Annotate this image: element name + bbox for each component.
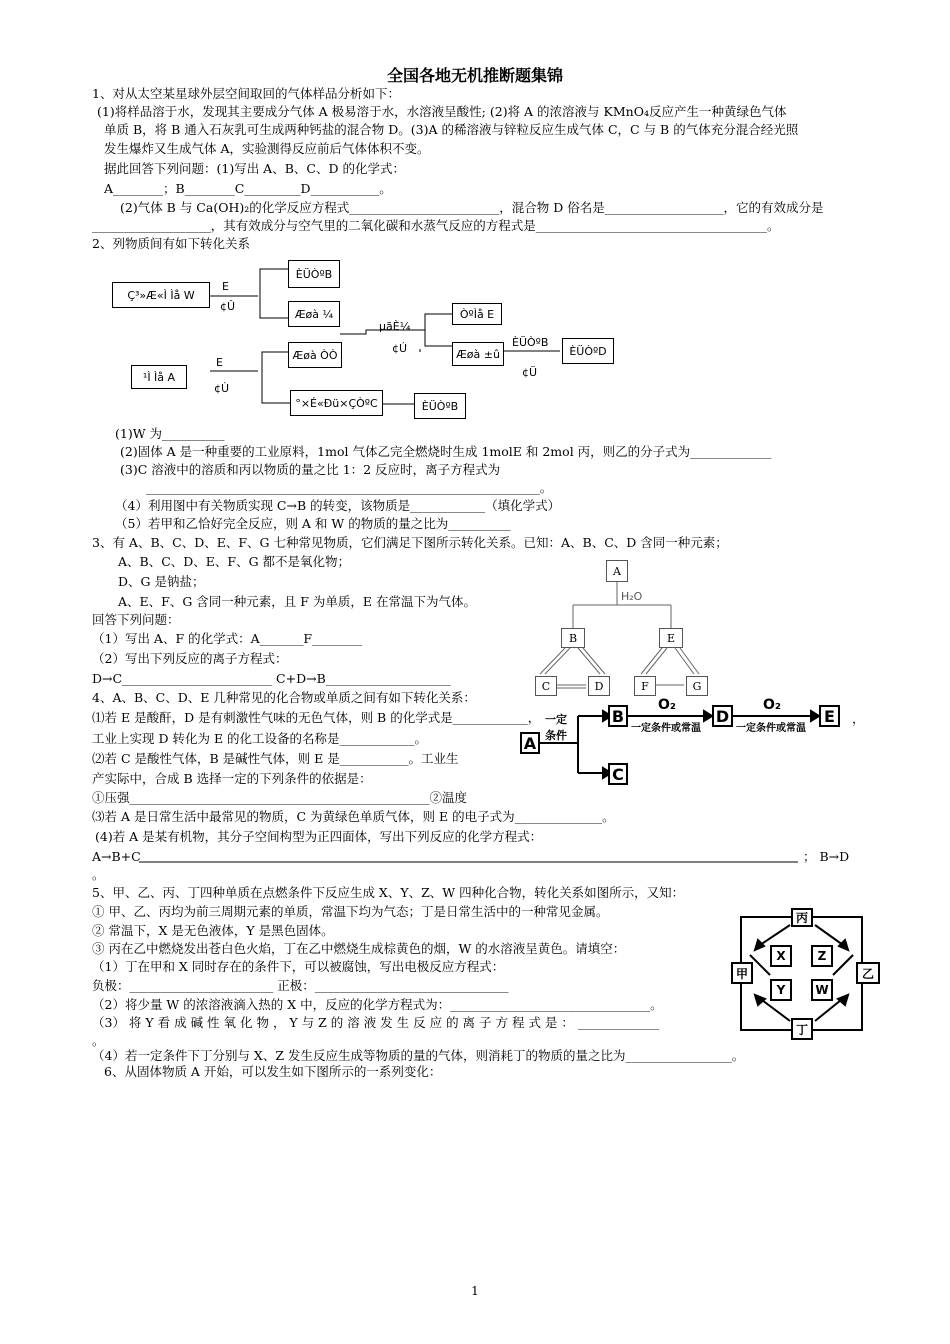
q3-node-b: B <box>561 628 585 648</box>
q2-box: Æøà ¼ <box>288 301 340 327</box>
q2-sub: _______________________________________________________________。 <box>146 480 553 495</box>
q2-box-c: °×É«Ðü×ÇÒºC <box>290 390 383 416</box>
q3-node-g: G <box>686 676 708 696</box>
q1-line: (2)气体 B 与 Ca(OH)₂的化学反应方程式________________________，混合物 D 俗名是___________________，它的有效成分是 <box>120 200 824 215</box>
q5-node-z: Z <box>811 945 833 967</box>
q4-cond-label: 一定 <box>545 713 567 726</box>
q2-label: E <box>222 280 229 293</box>
q6-line: 6、从固体物质 A 开始，可以发生如下图所示的一系列变化： <box>104 1064 442 1079</box>
q3-node-d: D <box>588 676 610 696</box>
q4-comma: ， <box>852 711 865 726</box>
q5-line: ③ 丙在乙中燃烧发出苍白色火焰，丁在乙中燃烧生成棕黄色的烟，W 的水溶液呈黄色。请填空： <box>92 941 626 956</box>
q2-sub: (1)W 为__________ <box>115 426 225 441</box>
q2-box-w: Ç³»Æ«Ì Ìå W <box>112 282 210 308</box>
q4-node-a: A <box>520 732 540 754</box>
q4-cond-label: 条件 <box>545 729 567 742</box>
q4-cond-label: 一定条件或常温 <box>736 723 806 734</box>
q3-node-c: C <box>535 676 557 696</box>
q5-node-x: X <box>770 945 792 967</box>
q3-line: D、G 是钠盐； <box>118 574 205 589</box>
q3-line: A、B、C、D、E、F、G 都不是氧化物； <box>118 554 351 569</box>
q2-label: ¢Ú <box>392 342 408 355</box>
q1-line: 单质 B，将 B 通入石灰乳可生成两种钙盐的混合物 D。(3)A 的稀溶液与锌粒反应生成气体 C，C 与 B 的气体充分混合经光照 <box>104 122 799 137</box>
q5-node-jia: 甲 <box>731 962 753 984</box>
q1-answer-blanks: A________；B________C_________D___________。 <box>104 181 392 196</box>
q1-line: 发生爆炸又生成气体 A，实验测得反应前后气体体积不变。 <box>104 141 430 156</box>
q4-o2-label: O₂ <box>658 697 677 713</box>
q4-node-d: D <box>712 705 733 727</box>
q4-o2-label: O₂ <box>763 697 782 713</box>
q3-node-e: E <box>659 628 683 648</box>
q2-box: ÈÜÒºB <box>414 393 466 419</box>
q3-line: A、E、F、G 含同一种元素，且 F 为单质，E 在常温下为气体。 <box>118 594 477 609</box>
q4-line: 工业上实现 D 转化为 E 的化工设备的名称是____________。 <box>92 731 428 746</box>
page-number: 1 <box>471 1284 479 1298</box>
q2-label: ¢Ü <box>522 366 538 379</box>
q4-node-c: C <box>608 763 628 785</box>
q2-label: µãÈ¼ <box>379 320 411 333</box>
page-title: 全国各地无机推断题集锦 <box>386 66 563 85</box>
q3-line: （2）写出下列反应的离子方程式： <box>92 651 288 666</box>
q4-line: ⑴若 E 是酸酐，D 是有刺激性气味的无色气体，则 B 的化学式是____________， <box>92 710 541 725</box>
q5-node-y: Y <box>770 979 792 1001</box>
q5-node-w: W <box>811 979 833 1001</box>
q5-node-yi: 乙 <box>856 962 880 984</box>
q1-line: ___________________，其有效成分与空气里的二氧化碳和水蒸气反应的方程式是_____________________________________。 <box>92 218 780 233</box>
q2-sub: （5）若甲和乙恰好完全反应，则 A 和 W 的物质的量之比为__________ <box>115 516 511 531</box>
q4-eq-b: ； B→D <box>803 849 850 864</box>
q5-line: （2）将少量 W 的浓溶液滴入热的 X 中，反应的化学方程式为：________________________________。 <box>92 997 663 1012</box>
q4-line: 4、A、B、C、D、E 几种常见的化合物或单质之间有如下转化关系： <box>92 690 476 705</box>
q2-label: ¢Û <box>220 300 236 313</box>
q3-node-f: F <box>634 676 656 696</box>
q1-line: 据此回答下列问题：(1)写出 A、B、C、D 的化学式： <box>104 161 405 176</box>
q2-label: ¢Ù <box>214 382 230 395</box>
q5-node-bing: 丙 <box>791 908 813 927</box>
q1-line: (1)将样品溶于水，发现其主要成分气体 A 极易溶于水，水溶液呈酸性; (2)将 A 的浓溶液与 KMnO₄反应产生一种黄绿色气体 <box>97 104 787 119</box>
q5-line: ② 常温下，X 是无色液体，Y 是黑色固体。 <box>92 923 334 938</box>
q5-line: 负极：_______________________ 正极：_______________________________ <box>92 978 509 993</box>
q2-label: E <box>216 356 223 369</box>
q1-line: 1、对从太空某星球外层空间取回的气体样品分析如下： <box>92 86 400 101</box>
q4-node-b: B <box>608 705 628 727</box>
q4-line: 产实际中，合成 B 选择一定的下列条件的依据是： <box>92 771 372 786</box>
q4-line: ⑵若 C 是酸性气体，B 是碱性气体，则 E 是___________。工业生 <box>92 751 459 766</box>
q3-line: 3、有 A、B、C、D、E、F、G 七种常见物质，它们满足下图所示转化关系。已知：A、B、C、D 含同一种元素； <box>92 535 728 550</box>
q4-line: ⑶若 A 是日常生活中最常见的物质，C 为黄绿色单质气体，则 E 的电子式为______________。 <box>92 809 615 824</box>
q2-box: Æøà ÒÒ <box>288 342 342 368</box>
q2-box: ÒºÌå E <box>452 303 502 325</box>
q5-node-ding: 丁 <box>791 1018 813 1040</box>
q5-line: （1）丁在甲和 X 同时存在的条件下，可以被腐蚀，写出电极反应方程式： <box>92 959 505 974</box>
q3-line: 回答下列问题： <box>92 612 180 627</box>
q4-line: ①压强________________________________________________②温度 <box>92 790 468 805</box>
q4-eq-a: A→B+C <box>92 849 141 864</box>
q4-cond-label: 一定条件或常温 <box>631 723 701 734</box>
q2-box-a: ¹Ì Ìå A <box>131 365 187 389</box>
q4-line: 。 <box>92 867 105 882</box>
q4-line: (4)若 A 是某有机物，其分子空间构型为正四面体，写出下列反应的化学方程式： <box>95 829 543 844</box>
q5-line: （3） 将 Y 看 成 碱 性 氧 化 物 ， Y 与 Z 的 溶 液 发 生 反 应 的 离 子 方 程 式 是 ： _____________ <box>92 1015 660 1030</box>
q2-sub: （4）利用图中有关物质实现 C→B 的转变，该物质是____________（填化学式） <box>115 498 561 513</box>
q2-label: ÈÜÒºB <box>512 336 549 349</box>
q5-line: ① 甲、乙、丙均为前三周期元素的单质，常温下均为气态；丁是日常生活中的一种常见金属。 <box>92 904 609 919</box>
q2-box: Æøà ±û <box>452 342 504 366</box>
q3-line: （1）写出 A、F 的化学式：A_______F________ <box>92 631 363 646</box>
q5-line: 。 <box>92 1033 105 1048</box>
q2-sub: (3)C 溶液中的溶质和丙以物质的量之比 1：2 反应时，离子方程式为 <box>120 462 501 477</box>
q5-line: 5、甲、乙、丙、丁四种单质在点燃条件下反应生成 X、Y、Z、W 四种化合物，转化关系如图所示，又知： <box>92 885 685 900</box>
q2-box: ÈÜÒºB <box>288 260 340 288</box>
q2-sub: (2)固体 A 是一种重要的工业原料，1mol 气体乙完全燃烧时生成 1molE 和 2mol 丙，则乙的分子式为_____________ <box>120 444 772 459</box>
q2-box: ÈÜÒºD <box>562 338 614 364</box>
q5-line: （4）若一定条件下丁分别与 X、Z 发生反应生成等物质的量的气体，则消耗丁的物质的量之比为_________________。 <box>92 1048 745 1063</box>
q2-line: 2、列物质间有如下转化关系 <box>92 236 250 251</box>
q3-h2o-label: H₂O <box>621 590 643 603</box>
q3-line: D→C________________________ C+D→B____________________ <box>92 671 451 686</box>
q4-node-e: E <box>819 705 840 727</box>
q3-node-a: A <box>606 560 628 582</box>
